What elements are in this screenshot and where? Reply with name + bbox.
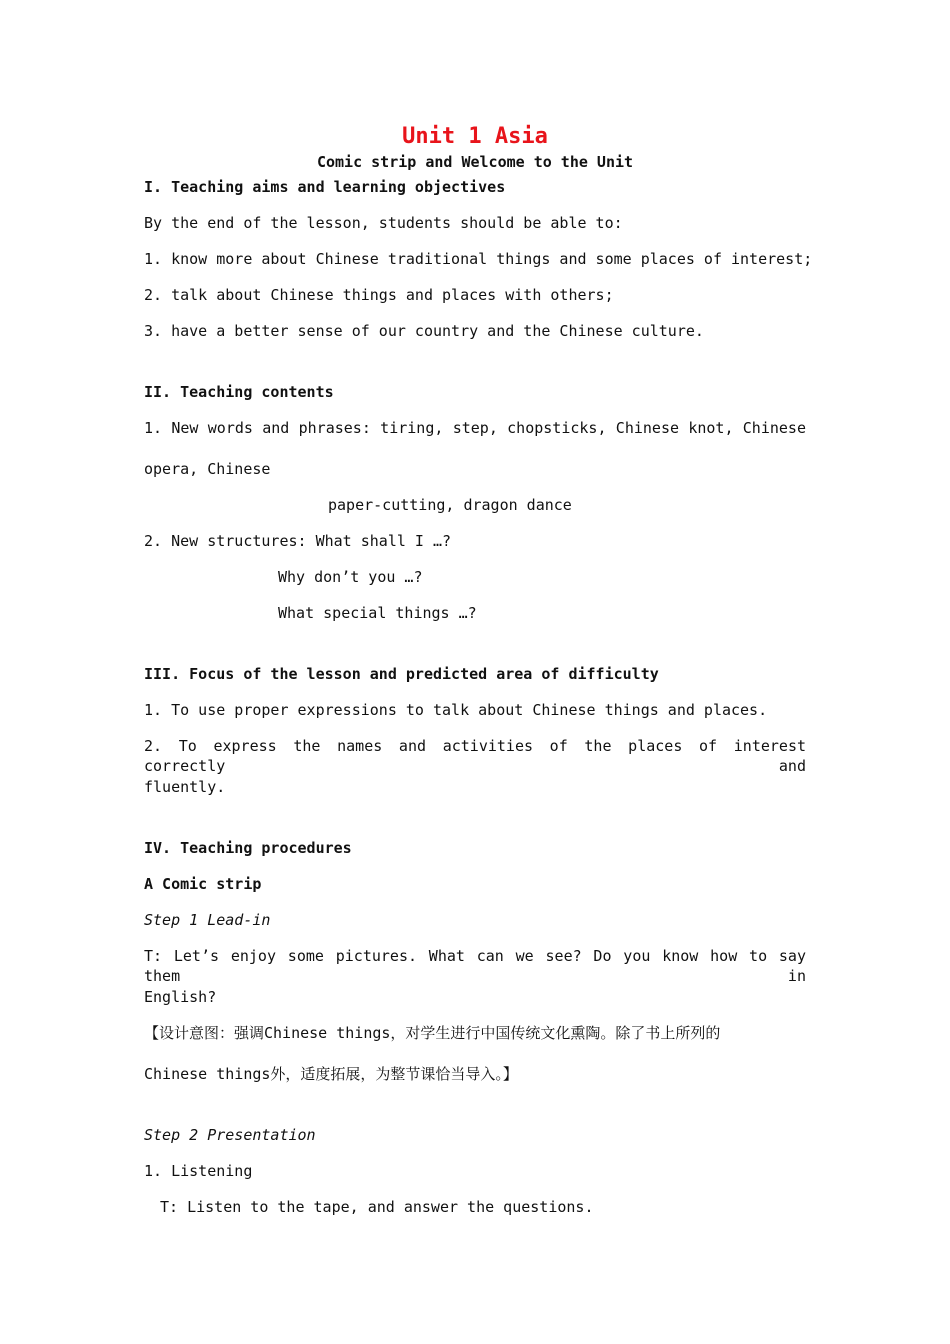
section-1-item: 2. talk about Chinese things and places with others; <box>144 286 614 304</box>
step-2-item-1-text: T: Listen to the tape, and answer the questions. <box>160 1198 594 1216</box>
section-3-item-2-cont: fluently. <box>144 778 226 796</box>
step-2-item-1: 1. Listening <box>144 1162 253 1180</box>
section-3-heading: III. Focus of the lesson and predicted area of difficulty <box>144 665 659 683</box>
step-1-design-note-cont: Chinese things外，适度拓展，为整节课恰当导入。】 <box>144 1065 518 1083</box>
section-3-item-2: 2. To express the names and activities of the places of interest correctly and <box>144 737 806 775</box>
section-2-item-2: 2. New structures: What shall I …? <box>144 532 452 550</box>
section-1-item: 3. have a better sense of our country and the Chinese culture. <box>144 322 704 340</box>
section-3-item-1: 1. To use proper expressions to talk about Chinese things and places. <box>144 701 768 719</box>
section-2-item-1-cont: opera, Chinese <box>144 460 271 478</box>
page-subtitle: Comic strip and Welcome to the Unit <box>316 153 634 171</box>
section-1-heading: I. Teaching aims and learning objectives <box>144 178 506 196</box>
page-title: Unit 1 Asia <box>402 124 548 149</box>
step-1-title: Step 1 Lead-in <box>144 911 271 929</box>
step-1-text: T: Let’s enjoy some pictures. What can we see? Do you know how to say them in <box>144 947 806 985</box>
step-2-title: Step 2 Presentation <box>144 1126 316 1144</box>
section-4-heading: IV. Teaching procedures <box>144 839 352 857</box>
section-2-item-2-cont: Why don’t you …? <box>278 568 423 586</box>
section-2-heading: II. Teaching contents <box>144 383 334 401</box>
section-2-item-2-cont: What special things …? <box>278 604 477 622</box>
section-2-item-1-cont: paper-cutting, dragon dance <box>328 496 572 514</box>
section-1-intro: By the end of the lesson, students should be able to: <box>144 214 623 232</box>
section-2-item-1: 1. New words and phrases: tiring, step, chopsticks, Chinese knot, Chinese <box>144 419 806 437</box>
section-4-subheading: A Comic strip <box>144 875 262 893</box>
step-1-design-note: 【设计意图：强调Chinese things，对学生进行中国传统文化熏陶。除了书上所列的 <box>144 1024 721 1042</box>
section-1-item: 1. know more about Chinese traditional things and some places of interest; <box>144 250 813 268</box>
step-1-text-cont: English? <box>144 988 217 1006</box>
